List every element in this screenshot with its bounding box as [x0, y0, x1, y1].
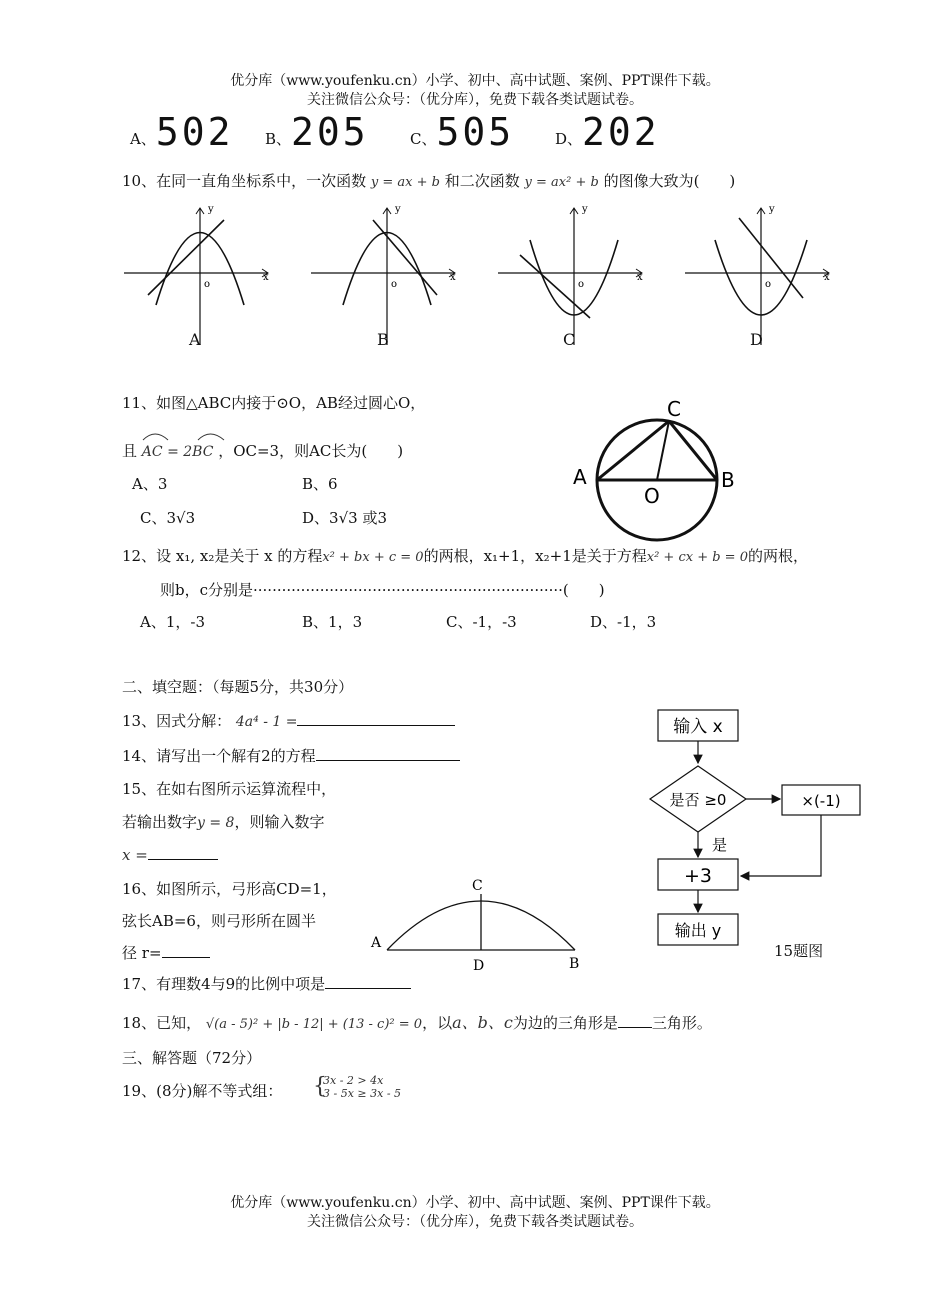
q19-ineq2: 3 - 5x ≥ 3x - 5: [323, 1087, 402, 1100]
q10-graph-a-letter: A: [189, 330, 201, 349]
graph-a-y-label: y: [208, 204, 214, 215]
header-line2: 关注微信公众号：（优分库），免费下载各类试题试卷。: [307, 92, 643, 108]
graph-a-x-label: x: [263, 272, 269, 283]
q9-option-c-value: 505: [436, 110, 515, 154]
q15-line1: 15、在如右图所示运算流程中，: [122, 780, 337, 798]
graph-b-y-label: y: [395, 204, 401, 215]
q16-line3: 径 r=: [122, 942, 210, 963]
graph-c-y-label: y: [582, 204, 588, 215]
q11-line2: 且 AC = 2BC ，OC=3，则AC长为( ): [122, 442, 404, 460]
q15-eq: y = 8: [197, 815, 235, 831]
q11-option-c: C、3√3: [140, 509, 196, 527]
q11-label-o: O: [644, 484, 660, 508]
q11-option-b: B、6: [302, 475, 338, 493]
q15-flowchart: [640, 700, 880, 965]
header-line1: 优分库（www.youfenku.cn）小学、初中、高中试题、案例、PPT课件下载。: [230, 73, 720, 89]
q16-label-a: A: [371, 935, 382, 951]
flow-add-box: +3: [683, 865, 713, 887]
q12-line2: 则b，c分别是·································································( ): [160, 581, 605, 599]
q15-line3: x =: [122, 845, 218, 864]
q12-option-b: B、1，3: [302, 613, 363, 631]
footer-line1: 优分库（www.youfenku.cn）小学、初中、高中试题、案例、PPT课件下载。: [230, 1195, 720, 1211]
q18: 18、已知， √(a - 5)² + |b - 12| + (13 - c)² = 0，以a、b、c为边的三角形是 三角形。: [122, 1013, 712, 1032]
q10-eq1: y = ax + b: [370, 175, 440, 190]
q16-segment-figure: [365, 872, 595, 977]
q19: 19、(8分)解不等式组：: [122, 1082, 283, 1100]
q11-arc-eq: AC = 2BC: [141, 444, 214, 460]
q10-graph-b: [307, 200, 467, 350]
q13-eq: 4a⁴ - 1 =: [235, 714, 298, 730]
graph-c-x-label: x: [637, 272, 643, 283]
q12-option-d: D、-1，3: [590, 613, 657, 631]
q11-label-b: B: [721, 468, 735, 492]
q9-option-a-value: 502: [155, 110, 234, 154]
q19-ineq1: 3x - 2 > 4x: [323, 1074, 384, 1087]
q14: 14、请写出一个解有2的方程: [122, 745, 460, 766]
flow-input-box: 输入 x: [673, 717, 723, 737]
q10-graph-c: [494, 200, 654, 350]
q11-circle-figure: [565, 392, 745, 542]
graph-a-origin: o: [204, 279, 211, 290]
q10-graph-a: [120, 200, 280, 350]
q17-blank: [325, 974, 411, 989]
q18-vars: a、b、c: [452, 1013, 513, 1032]
q12-option-c: C、-1，-3: [446, 613, 517, 631]
q10-graph-b-letter: B: [377, 330, 389, 349]
q11-option-a: A、3: [132, 475, 168, 493]
q9-option-b-value: 205: [291, 110, 369, 154]
graph-c-origin: o: [578, 279, 585, 290]
q16-label-d: D: [473, 958, 485, 974]
q9-option-a: A、502: [130, 110, 234, 154]
q9-option-d-value: 202: [582, 110, 660, 154]
q10-graph-d-letter: D: [750, 330, 763, 349]
flow-output-box: 输出 y: [674, 921, 722, 940]
q10-graph-c-letter: C: [563, 330, 576, 349]
q10-graph-d: [681, 200, 841, 350]
footer-line2: 关注微信公众号：（优分库），免费下载各类试题试卷。: [307, 1214, 643, 1230]
q15-blank: [148, 845, 218, 860]
q12-eq1: x² + bx + c = 0: [322, 550, 424, 565]
q16-label-b: B: [569, 956, 580, 972]
q11-line1: 11、如图△ABC内接于⊙O，AB经过圆心O，: [122, 394, 426, 412]
q10-eq2: y = ax² + b: [524, 175, 599, 190]
q9-option-b: B、205: [265, 110, 369, 154]
flow-negate-box: ×(-1): [801, 792, 841, 810]
section3-title: 三、解答题（72分）: [122, 1049, 262, 1067]
q17: 17、有理数4与9的比例中项是: [122, 973, 411, 994]
graph-d-y-label: y: [769, 204, 775, 215]
graph-b-x-label: x: [450, 272, 456, 283]
flow-yes-label: 是: [712, 836, 728, 854]
q13: 13、因式分解： 4a⁴ - 1 =: [122, 710, 455, 731]
q16-line1: 16、如图所示，弓形高CD=1，: [122, 880, 337, 898]
q16-blank: [162, 943, 210, 958]
q11-label-c: C: [667, 397, 681, 421]
q12-line1: 12、设 x₁, x₂是关于 x 的方程x² + bx + c = 0的两根，x₁+1，x₂+1是关于方程x² + cx + b = 0的两根，: [122, 547, 808, 565]
q16-line2: 弦长AB=6，则弓形所在圆半: [122, 912, 316, 930]
q9-option-d: D、202: [555, 110, 660, 154]
flow-decision: 是否 ≥0: [669, 791, 727, 809]
q19-system: [313, 1074, 401, 1100]
graph-b-origin: o: [391, 279, 398, 290]
q11-arc-marks: [140, 428, 240, 442]
graph-d-origin: o: [765, 279, 772, 290]
q14-blank: [316, 746, 460, 761]
q11-option-d: D、3√3 或3: [302, 509, 387, 527]
q9-option-c: C、505: [410, 110, 515, 154]
q18-eq: √(a - 5)² + |b - 12| + (13 - c)² = 0: [205, 1017, 423, 1032]
q19-brace: {: [313, 1074, 327, 1099]
section2-title: 二、填空题：（每题5分，共30分）: [122, 678, 354, 696]
graph-d-x-label: x: [824, 272, 830, 283]
q16-label-c: C: [472, 878, 483, 894]
flowchart-caption: 15题图: [774, 942, 824, 960]
q11-label-a: A: [573, 465, 587, 489]
q13-blank: [297, 711, 455, 726]
q12-option-a: A、1，-3: [140, 613, 205, 631]
q12-eq2: x² + cx + b = 0: [646, 550, 748, 565]
q15-line2: 若输出数字y = 8，则输入数字: [122, 813, 325, 831]
q18-blank: [618, 1013, 652, 1028]
q10-stem: 10、在同一直角坐标系中，一次函数 y = ax + b 和二次函数 y = ax² + b 的图像大致为( ): [122, 172, 736, 190]
